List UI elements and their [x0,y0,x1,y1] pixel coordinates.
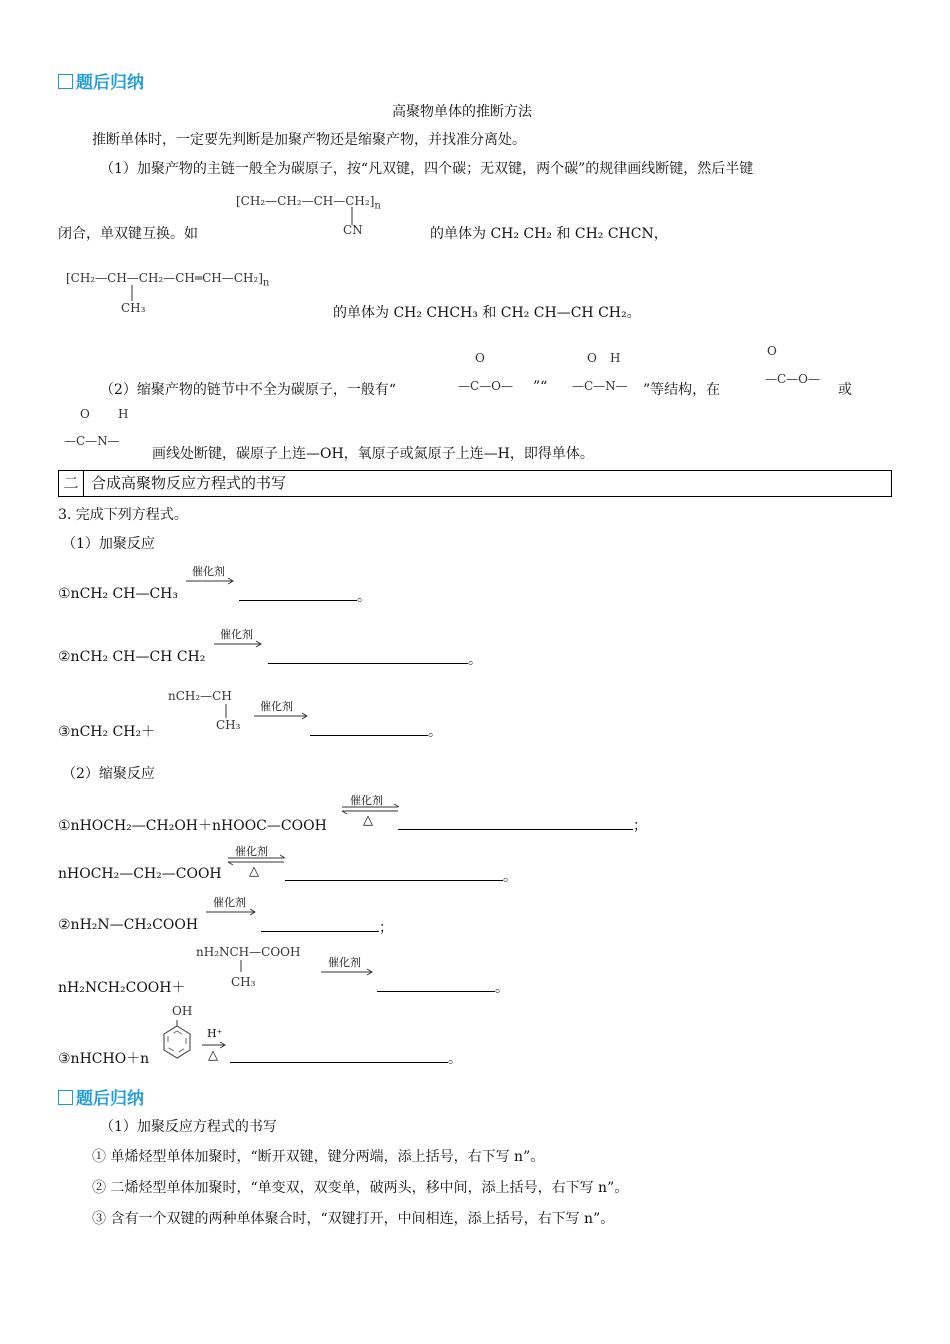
para2-line2: 画线处断键，碳原子上连—OH，氧原子或氮原子上连—H，即得单体。 [152,446,594,462]
answer-blank-b1b[interactable]: 。 [285,866,517,886]
equation-b1: ①nHOCH₂—CH₂OH＋nHOOC—COOH [58,818,327,834]
para1-line1: （1）加聚产物的主链一般全为碳原子，按“凡双键，四个碳；无双键，两个碳”的规律画线断键，然后半键 [100,161,754,177]
summary-line: ② 二烯烃型单体加聚时，“单变双，双变单，破两头，移中间，添上括号，右下写 n”。 [92,1180,629,1196]
summary-line: ③ 含有一个双键的两种单体聚合时，“双键打开，中间相连，添上括号，右下写 n”。 [92,1211,615,1227]
arrow-icon [214,640,264,648]
answer-blank-a3[interactable]: 。 [310,721,442,741]
answer-blank-b3[interactable]: 。 [230,1048,462,1068]
equation-b2: ②nH₂N—CH₂COOH [58,917,199,933]
para1-line3: 的单体为 CH₂ CHCH₃ 和 CH₂ CH—CH CH₂。 [333,305,641,321]
phenol-oh-label: OH [172,1004,193,1018]
answer-blank-b2[interactable]: ； [261,917,393,937]
arrow-icon [321,968,375,976]
amide-fragment-o: O [587,351,597,365]
polymer-structure-2: $[CH_2—CH—CH_2—CH═CH—CH_2]_n$ [66,271,270,289]
bond-line [351,207,353,227]
subsection-condensation: （2）缩聚反应 [62,766,155,782]
para1-line2-end: 的单体为 CH₂ CH₂ 和 CH₂ CHCN， [430,226,668,242]
para2-text: ”等结构，在 [643,382,721,398]
checkbox-icon [58,1090,73,1105]
polymer-structure-1: $[CH_2—CH_2—CH—CH_2]_n$ [236,194,381,212]
summary-heading: 题后归纳 [58,68,144,93]
amide-fragment-h: H [610,351,621,365]
propylene-methyl: CH₃ [216,718,241,732]
propylene-structure: nCH₂—CH [168,689,232,703]
arrow-icon [186,577,236,585]
catalyst-label: 催化剂 [328,956,361,969]
catalyst-label: 催化剂 [260,700,293,713]
polymer-structure-2-substituent: CH₃ [121,301,146,315]
heat-icon: △ [208,1048,218,1063]
or-word: 或 [838,382,852,398]
question-3: 3. 完成下列方程式。 [58,507,188,523]
polymer-structure-1-substituent: CN [343,223,363,237]
catalyst-label: 催化剂 [220,628,253,641]
answer-blank-a2[interactable]: 。 [268,649,482,669]
ester-cut-fragment: —C—O— [765,372,821,386]
amide-cut-fragment: —C—N— [64,434,120,448]
catalyst-label: 催化剂 [350,794,383,807]
catalyst-label: 催化剂 [235,845,268,858]
arrow-icon [254,712,310,720]
arrow-icon [206,908,258,916]
intro-paragraph: 推断单体时，一定要先判断是加聚产物还是缩聚产物，并找准分离处。 [92,132,526,148]
summary-line: ① 单烯烃型单体加聚时，“断开双键，键分两端，添上括号，右下写 n”。 [92,1149,545,1165]
catalyst-label: 催化剂 [213,896,246,909]
amide-fragment: —C—N— [572,379,628,393]
summary-line: （1）加聚反应方程式的书写 [100,1119,277,1135]
para1-line2: 闭合，单双键互换。如 [58,226,198,242]
equation-a2: ②nCH₂ CH—CH CH₂ [58,649,206,665]
quote-separator: ”“ [533,379,548,395]
section-header-bar [58,470,892,497]
para2-line1: （2）缩聚产物的链节中不全为碳原子，一般有“ [100,382,397,398]
amide-cut-h: H [118,407,129,421]
acid-label: H⁺ [207,1027,223,1040]
bond-line [240,960,242,974]
benzene-ring-icon [162,1020,192,1064]
catalyst-label: 催化剂 [192,565,225,578]
section-number: 二 [59,471,84,496]
heat-icon: △ [363,813,373,828]
section-title-text: 合成高聚物反应方程式的书写 [91,474,287,492]
summary-heading-2: 题后归纳 [58,1084,144,1109]
ester-cut-o: O [767,344,777,358]
alanine-structure: nH₂NCH—COOH [196,945,301,959]
equation-b2b: nH₂NCH₂COOH＋ [58,980,186,996]
checkbox-icon [58,74,73,89]
heat-icon: △ [249,864,259,879]
alanine-methyl: CH₃ [231,975,256,989]
amide-cut-o: O [80,407,90,421]
answer-blank-b2b[interactable]: 。 [377,977,509,997]
section-title: 高聚物单体的推断方法 [392,104,532,120]
answer-blank-a1[interactable]: 。 [239,586,371,606]
equation-a3: ③nCH₂ CH₂＋ [58,724,156,740]
equation-b3: ③nHCHO＋n [58,1051,150,1067]
equation-b1b: nHOCH₂—CH₂—COOH [58,866,222,882]
equation-a1: ①nCH₂ CH—CH₃ [58,586,179,602]
ester-fragment-o: O [475,351,485,365]
answer-blank-b1[interactable]: ； [398,815,647,835]
ester-fragment: —C—O— [458,379,514,393]
subsection-addition: （1）加聚反应 [62,536,155,552]
